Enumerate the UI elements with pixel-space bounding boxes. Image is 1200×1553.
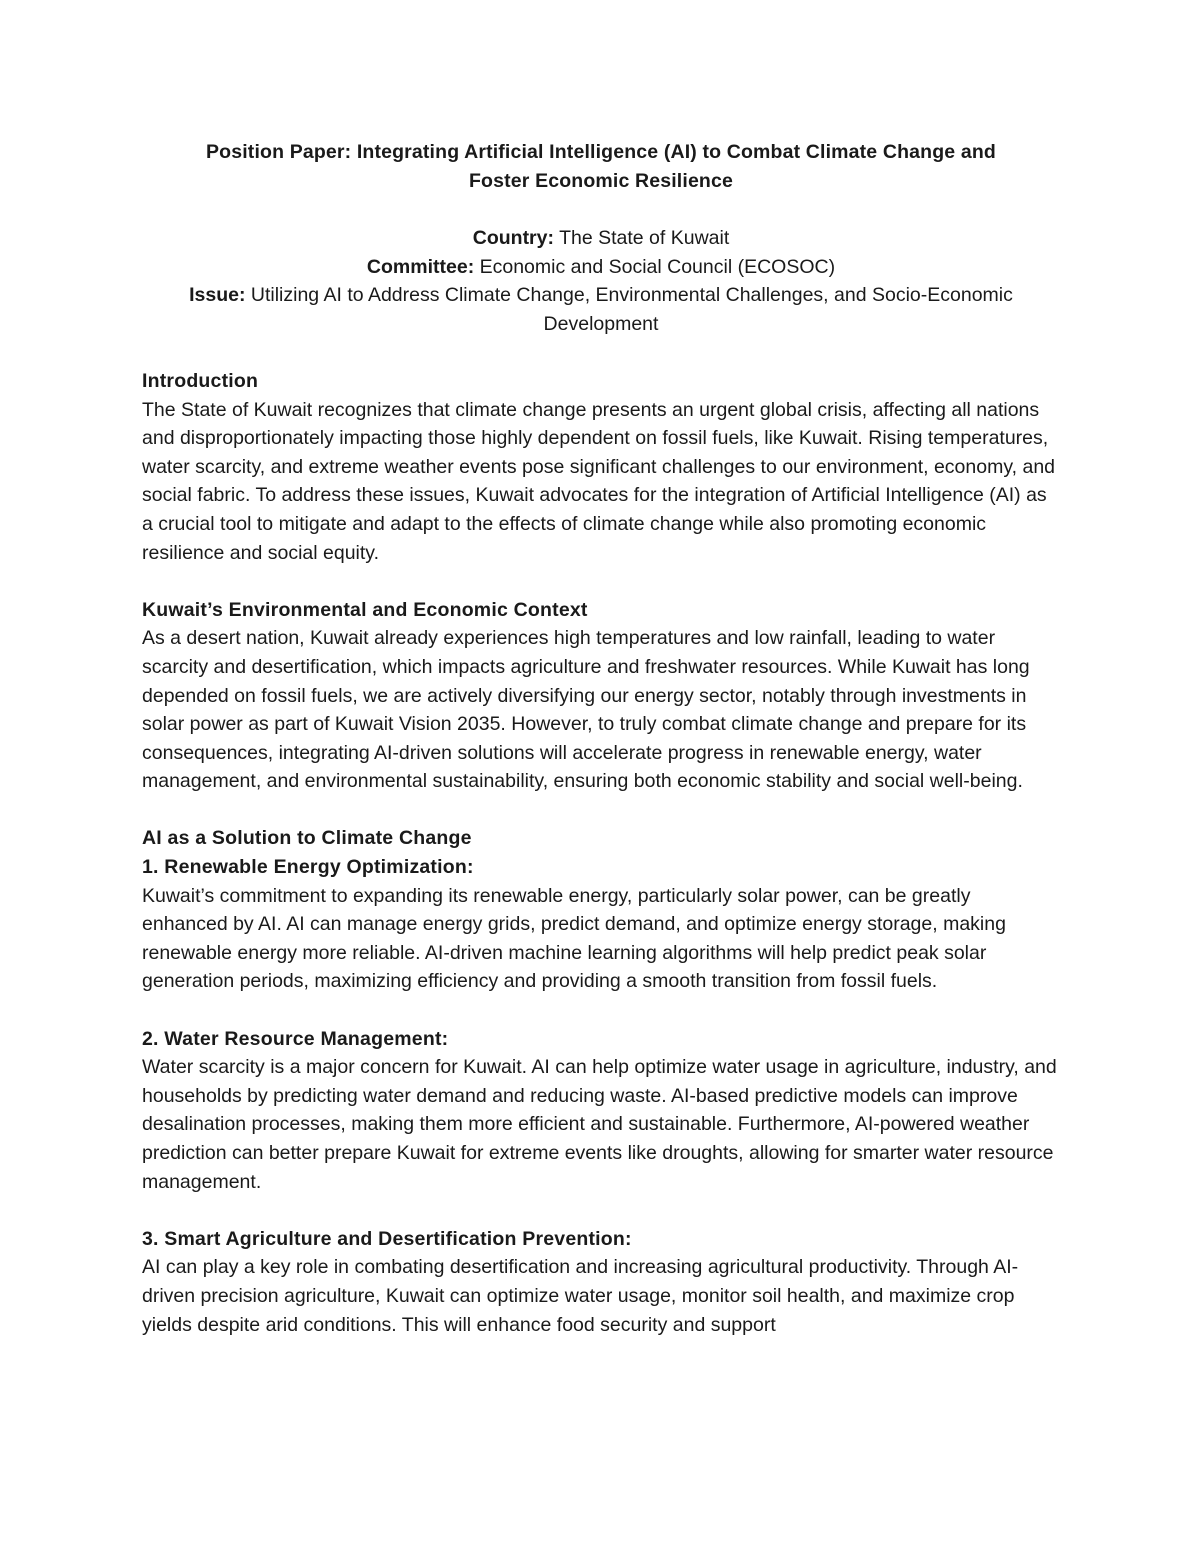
issue-line xyxy=(142,281,1060,338)
context-heading: Kuwait’s Environmental and Economic Context xyxy=(142,598,588,621)
solution-3-body: AI can play a key role in combating desertification and increasing agricultural productivity. Through AI-driven precision agriculture, Kuwait can optimize water usage, monitor soil health, and maximize crop yields despite arid conditions. This will enhance food security and support xyxy=(142,1256,1019,1336)
solution-3-heading: 3. Smart Agriculture and Desertification Prevention: xyxy=(142,1227,632,1250)
spacer xyxy=(142,567,1060,596)
issue-value: Utilizing AI to Address Climate Change, Environmental Challenges, and Socio-Economic Development xyxy=(245,284,1013,335)
spacer xyxy=(142,796,1060,825)
spacer xyxy=(142,338,1060,367)
spacer xyxy=(142,996,1060,1025)
committee-line xyxy=(142,253,1060,282)
solution-2-body: Water scarcity is a major concern for Kuwait. AI can help optimize water usage in agriculture, industry, and households by predicting water demand and reducing waste. AI-based predictive models can improve desalination processes, making them more efficient and sustainable. Furthermore, AI-powered weather prediction can better prepare Kuwait for extreme events like droughts, allowing for smarter water resource management. xyxy=(142,1056,1057,1193)
context-body: As a desert nation, Kuwait already experiences high temperatures and low rainfall, leading to water scarcity and desertification, which impacts agriculture and freshwater resources. While Kuwait has long depended on fossil fuels, we are actively diversifying our energy sector, notably through investments in solar power as part of Kuwait Vision 2035. However, to truly combat climate change and prepare for its consequences, integrating AI-driven solutions will accelerate progress in renewable energy, water management, and environmental sustainability, ensuring both economic stability and social well-being. xyxy=(142,627,1030,793)
solution-2-heading: 2. Water Resource Management: xyxy=(142,1027,449,1050)
country-line xyxy=(142,224,1060,253)
introduction-heading: Introduction xyxy=(142,369,259,392)
solution-1-heading: 1. Renewable Energy Optimization: xyxy=(142,856,474,879)
document-page xyxy=(142,138,1060,1339)
solution-1-body: Kuwait’s commitment to expanding its renewable energy, particularly solar power, can be greatly enhanced by AI. AI can manage energy grids, predict demand, and optimize energy storage, making renewable energy more reliable. AI-driven machine learning algorithms will help predict peak solar generation periods, maximizing efficiency and providing a smooth transition from fossil fuels. xyxy=(142,884,1006,993)
solutions-heading: AI as a Solution to Climate Change xyxy=(142,827,472,850)
introduction-body: The State of Kuwait recognizes that climate change presents an urgent global crisis, affecting all nations and disproportionately impacting those highly dependent on fossil fuels, like Kuwait. Rising temperatures, water scarcity, and extreme weather events pose significant challenges to our environment, economy, and social fabric. To address these issues, Kuwait advocates for the integration of Artificial Intelligence (AI) as a crucial tool to mitigate and adapt to the effects of climate change while also promoting economic resilience and social equity. xyxy=(142,398,1056,564)
country-value: The State of Kuwait xyxy=(554,227,730,249)
spacer xyxy=(142,196,1060,224)
committee-label: Committee: xyxy=(366,255,475,278)
country-label: Country: xyxy=(472,227,554,249)
spacer xyxy=(142,1196,1060,1225)
committee-value: Economic and Social Council (ECOSOC) xyxy=(474,255,836,278)
document-title-line-2: Foster Economic Resilience xyxy=(469,170,733,192)
issue-label: Issue: xyxy=(189,284,246,307)
document-title-line-1: Position Paper: Integrating Artificial Intelligence (AI) to Combat Climate Change and xyxy=(206,141,996,163)
